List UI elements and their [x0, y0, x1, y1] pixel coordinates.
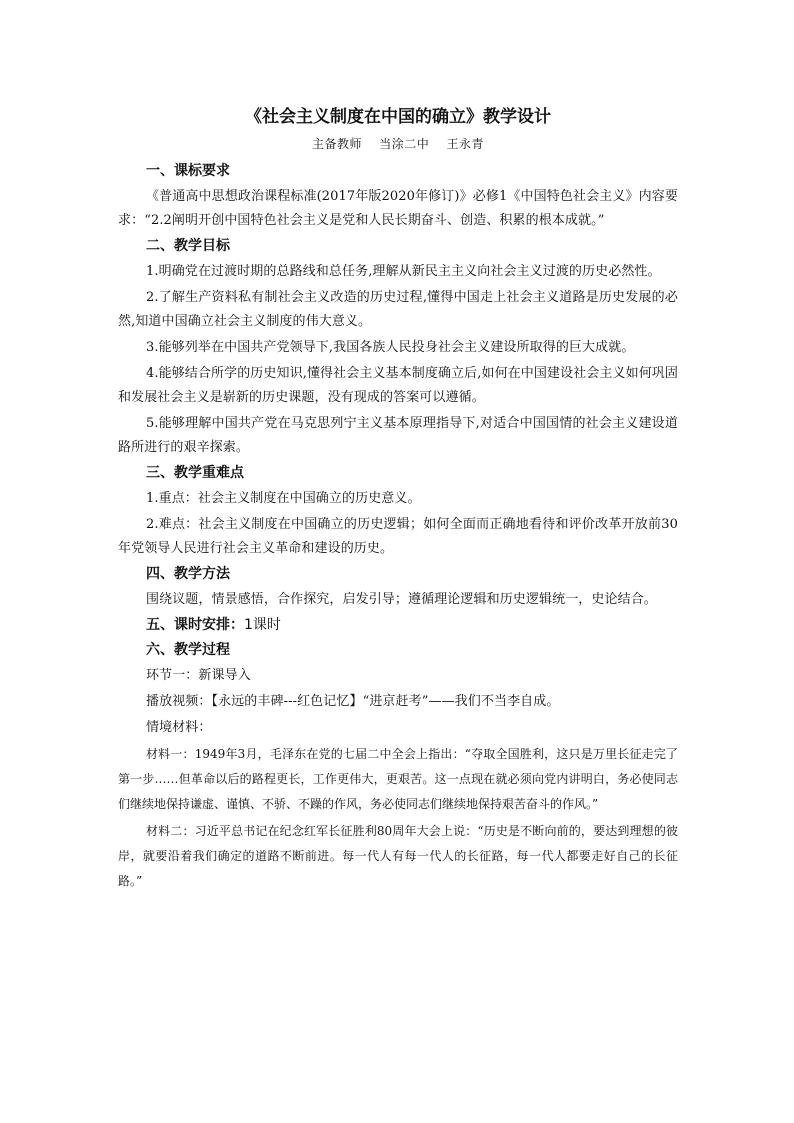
objective-item-2: 2.了解生产资料私有制社会主义改造的历史过程,懂得中国走上社会主义道路是历史发展的必然,知道中国确立社会主义制度的伟大意义。 [118, 290, 678, 329]
schedule-value: 1课时 [244, 617, 281, 633]
objective-item-4: 4.能够结合所学的历史知识,懂得社会主义基本制度确立后,如何在中国建设社会主义如何巩固和发展社会主义是崭新的历史课题，没有现成的答案可以遵循。 [118, 366, 678, 405]
process-stage-1: 环节一：新课导入 [146, 668, 251, 683]
curriculum-paragraph: 《普通高中思想政治课程标准(2017年版2020年修订)》必修1《中国特色社会主义》内容要求：“2.2阐明开创中国特色社会主义是党和人民长期奋斗、创造、积累的根本成就。” [118, 189, 678, 228]
section-heading-objectives: 二、教学目标 [146, 238, 230, 254]
section-heading-schedule [146, 614, 678, 636]
document-subtitle: 主备教师 当涂二中 王永青 [311, 137, 485, 151]
section-heading-curriculum: 一、课标要求 [146, 163, 230, 179]
section-heading-key-points: 三、教学重难点 [146, 465, 244, 481]
document-body [118, 102, 678, 896]
context-material-label: 情境材料： [146, 720, 212, 735]
objective-item-1: 1.明确党在过渡时期的总路线和总任务,理解从新民主主义向社会主义过渡的历史必然性。 [146, 264, 661, 279]
material-2: 材料二：习近平总书记在纪念红军长征胜利80周年大会上说：“历史是不断向前的，要达到理想的彼岸，就要沿着我们确定的道路不断前进。每一代人有每一代人的长征路，每一代人都要走好自己的长征路。” [118, 824, 678, 888]
key-point-item-1: 1.重点：社会主义制度在中国确立的历史意义。 [146, 491, 421, 506]
key-point-item-2: 2.难点：社会主义制度在中国确立的历史逻辑；如何全面而正确地看待和评价改革开放前30年党领导人民进行社会主义革命和建设的历史。 [118, 517, 678, 556]
schedule-label: 五、课时安排： [146, 617, 244, 633]
section-heading-process: 六、教学过程 [146, 642, 230, 658]
document-title: 《社会主义制度在中国的确立》教学设计 [245, 107, 551, 127]
methods-paragraph: 围绕议题，情景感悟，合作探究，启发引导；遵循理论逻辑和历史逻辑统一，史论结合。 [146, 592, 657, 607]
material-1: 材料一：1949年3月，毛泽东在党的七届二中全会上指出：“夺取全国胜利，这只是万里长征走完了第一步……但革命以后的路程更长，工作更伟大，更艰苦。这一点现在就必须向党内讲明白，务必使同志们继续地保持谦虚、谨慎、不骄、不躁的作风，务必使同志们继续地保持艰苦奋斗的作风。” [118, 747, 678, 811]
objective-item-3: 3.能够列举在中国共产党领导下,我国各族人民投身社会主义建设所取得的巨大成就。 [146, 340, 635, 355]
section-heading-methods: 四、教学方法 [146, 566, 230, 582]
video-line: 播放视频：【永远的丰碑---红色记忆】“进京赶考”——我们不当李自成。 [146, 694, 560, 709]
objective-item-5: 5.能够理解中国共产党在马克思列宁主义基本原理指导下,对适合中国国情的社会主义建设道路所进行的艰辛探索。 [118, 416, 678, 455]
